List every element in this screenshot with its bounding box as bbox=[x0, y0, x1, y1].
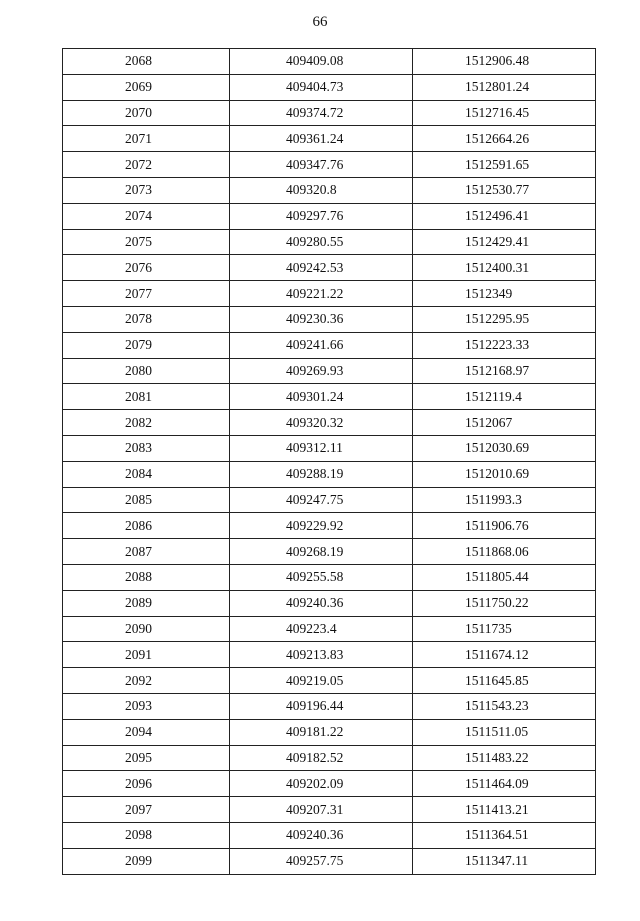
table-row bbox=[63, 306, 596, 332]
table-row bbox=[63, 49, 596, 75]
table-row bbox=[63, 616, 596, 642]
point-number-cell: 2075 bbox=[63, 229, 230, 255]
y-coordinate-cell: 1511511.05 bbox=[413, 719, 596, 745]
y-coordinate-cell: 1512496.41 bbox=[413, 203, 596, 229]
x-coordinate-cell: 409247.75 bbox=[230, 487, 413, 513]
table-row bbox=[63, 74, 596, 100]
point-number-cell: 2087 bbox=[63, 539, 230, 565]
y-coordinate-cell: 1512429.41 bbox=[413, 229, 596, 255]
y-coordinate-cell: 1511364.51 bbox=[413, 822, 596, 848]
point-number-cell: 2091 bbox=[63, 642, 230, 668]
y-coordinate-cell: 1511464.09 bbox=[413, 771, 596, 797]
point-number-cell: 2070 bbox=[63, 100, 230, 126]
y-coordinate-cell: 1511750.22 bbox=[413, 590, 596, 616]
point-number-cell: 2086 bbox=[63, 513, 230, 539]
point-number-cell: 2083 bbox=[63, 435, 230, 461]
x-coordinate-cell: 409255.58 bbox=[230, 564, 413, 590]
table-row bbox=[63, 797, 596, 823]
point-number-cell: 2090 bbox=[63, 616, 230, 642]
point-number-cell: 2073 bbox=[63, 177, 230, 203]
table-row bbox=[63, 848, 596, 874]
x-coordinate-cell: 409213.83 bbox=[230, 642, 413, 668]
table-row bbox=[63, 745, 596, 771]
y-coordinate-cell: 1512067 bbox=[413, 410, 596, 436]
y-coordinate-cell: 1512400.31 bbox=[413, 255, 596, 281]
x-coordinate-cell: 409229.92 bbox=[230, 513, 413, 539]
y-coordinate-cell: 1511347.11 bbox=[413, 848, 596, 874]
point-number-cell: 2084 bbox=[63, 461, 230, 487]
table-row bbox=[63, 590, 596, 616]
y-coordinate-cell: 1512349 bbox=[413, 281, 596, 307]
table-row bbox=[63, 668, 596, 694]
point-number-cell: 2094 bbox=[63, 719, 230, 745]
table-row bbox=[63, 100, 596, 126]
x-coordinate-cell: 409404.73 bbox=[230, 74, 413, 100]
x-coordinate-cell: 409374.72 bbox=[230, 100, 413, 126]
x-coordinate-cell: 409320.32 bbox=[230, 410, 413, 436]
y-coordinate-cell: 1512801.24 bbox=[413, 74, 596, 100]
x-coordinate-cell: 409312.11 bbox=[230, 435, 413, 461]
y-coordinate-cell: 1512530.77 bbox=[413, 177, 596, 203]
y-coordinate-cell: 1511543.23 bbox=[413, 693, 596, 719]
table-row bbox=[63, 435, 596, 461]
x-coordinate-cell: 409361.24 bbox=[230, 126, 413, 152]
x-coordinate-cell: 409242.53 bbox=[230, 255, 413, 281]
point-number-cell: 2097 bbox=[63, 797, 230, 823]
point-number-cell: 2095 bbox=[63, 745, 230, 771]
y-coordinate-cell: 1511674.12 bbox=[413, 642, 596, 668]
point-number-cell: 2082 bbox=[63, 410, 230, 436]
x-coordinate-cell: 409241.66 bbox=[230, 332, 413, 358]
page-number: 66 bbox=[312, 14, 328, 30]
point-number-cell: 2085 bbox=[63, 487, 230, 513]
point-number-cell: 2068 bbox=[63, 49, 230, 75]
point-number-cell: 2072 bbox=[63, 152, 230, 178]
x-coordinate-cell: 409301.24 bbox=[230, 384, 413, 410]
y-coordinate-cell: 1511735 bbox=[413, 616, 596, 642]
point-number-cell: 2081 bbox=[63, 384, 230, 410]
y-coordinate-cell: 1512030.69 bbox=[413, 435, 596, 461]
point-number-cell: 2098 bbox=[63, 822, 230, 848]
y-coordinate-cell: 1512591.65 bbox=[413, 152, 596, 178]
table-row bbox=[63, 719, 596, 745]
table-row bbox=[63, 461, 596, 487]
y-coordinate-cell: 1512664.26 bbox=[413, 126, 596, 152]
y-coordinate-cell: 1511993.3 bbox=[413, 487, 596, 513]
x-coordinate-cell: 409230.36 bbox=[230, 306, 413, 332]
x-coordinate-cell: 409268.19 bbox=[230, 539, 413, 565]
coordinates-table-body bbox=[63, 49, 596, 875]
table-row bbox=[63, 642, 596, 668]
point-number-cell: 2074 bbox=[63, 203, 230, 229]
x-coordinate-cell: 409240.36 bbox=[230, 590, 413, 616]
point-number-cell: 2088 bbox=[63, 564, 230, 590]
table-row bbox=[63, 126, 596, 152]
y-coordinate-cell: 1512906.48 bbox=[413, 49, 596, 75]
table-row bbox=[63, 177, 596, 203]
x-coordinate-cell: 409196.44 bbox=[230, 693, 413, 719]
point-number-cell: 2079 bbox=[63, 332, 230, 358]
x-coordinate-cell: 409223.4 bbox=[230, 616, 413, 642]
table-row bbox=[63, 487, 596, 513]
y-coordinate-cell: 1512168.97 bbox=[413, 358, 596, 384]
table-row bbox=[63, 693, 596, 719]
coordinates-table bbox=[62, 48, 596, 875]
point-number-cell: 2099 bbox=[63, 848, 230, 874]
y-coordinate-cell: 1512223.33 bbox=[413, 332, 596, 358]
table-row bbox=[63, 539, 596, 565]
y-coordinate-cell: 1511413.21 bbox=[413, 797, 596, 823]
table-row bbox=[63, 152, 596, 178]
table-row bbox=[63, 332, 596, 358]
table-row bbox=[63, 281, 596, 307]
table-row bbox=[63, 771, 596, 797]
point-number-cell: 2096 bbox=[63, 771, 230, 797]
y-coordinate-cell: 1511868.06 bbox=[413, 539, 596, 565]
y-coordinate-cell: 1512295.95 bbox=[413, 306, 596, 332]
table-row bbox=[63, 255, 596, 281]
y-coordinate-cell: 1511483.22 bbox=[413, 745, 596, 771]
x-coordinate-cell: 409288.19 bbox=[230, 461, 413, 487]
x-coordinate-cell: 409181.22 bbox=[230, 719, 413, 745]
x-coordinate-cell: 409221.22 bbox=[230, 281, 413, 307]
y-coordinate-cell: 1512119.4 bbox=[413, 384, 596, 410]
y-coordinate-cell: 1512716.45 bbox=[413, 100, 596, 126]
y-coordinate-cell: 1511645.85 bbox=[413, 668, 596, 694]
table-row bbox=[63, 822, 596, 848]
x-coordinate-cell: 409240.36 bbox=[230, 822, 413, 848]
table-row bbox=[63, 358, 596, 384]
point-number-cell: 2080 bbox=[63, 358, 230, 384]
point-number-cell: 2093 bbox=[63, 693, 230, 719]
point-number-cell: 2077 bbox=[63, 281, 230, 307]
x-coordinate-cell: 409207.31 bbox=[230, 797, 413, 823]
table-row bbox=[63, 384, 596, 410]
x-coordinate-cell: 409409.08 bbox=[230, 49, 413, 75]
point-number-cell: 2092 bbox=[63, 668, 230, 694]
point-number-cell: 2069 bbox=[63, 74, 230, 100]
y-coordinate-cell: 1511805.44 bbox=[413, 564, 596, 590]
point-number-cell: 2071 bbox=[63, 126, 230, 152]
y-coordinate-cell: 1512010.69 bbox=[413, 461, 596, 487]
x-coordinate-cell: 409280.55 bbox=[230, 229, 413, 255]
table-row bbox=[63, 564, 596, 590]
y-coordinate-cell: 1511906.76 bbox=[413, 513, 596, 539]
table-row bbox=[63, 229, 596, 255]
table-row bbox=[63, 410, 596, 436]
x-coordinate-cell: 409297.76 bbox=[230, 203, 413, 229]
x-coordinate-cell: 409182.52 bbox=[230, 745, 413, 771]
point-number-cell: 2076 bbox=[63, 255, 230, 281]
x-coordinate-cell: 409219.05 bbox=[230, 668, 413, 694]
x-coordinate-cell: 409320.8 bbox=[230, 177, 413, 203]
x-coordinate-cell: 409269.93 bbox=[230, 358, 413, 384]
x-coordinate-cell: 409202.09 bbox=[230, 771, 413, 797]
x-coordinate-cell: 409257.75 bbox=[230, 848, 413, 874]
table-row bbox=[63, 513, 596, 539]
point-number-cell: 2089 bbox=[63, 590, 230, 616]
point-number-cell: 2078 bbox=[63, 306, 230, 332]
table-row bbox=[63, 203, 596, 229]
x-coordinate-cell: 409347.76 bbox=[230, 152, 413, 178]
